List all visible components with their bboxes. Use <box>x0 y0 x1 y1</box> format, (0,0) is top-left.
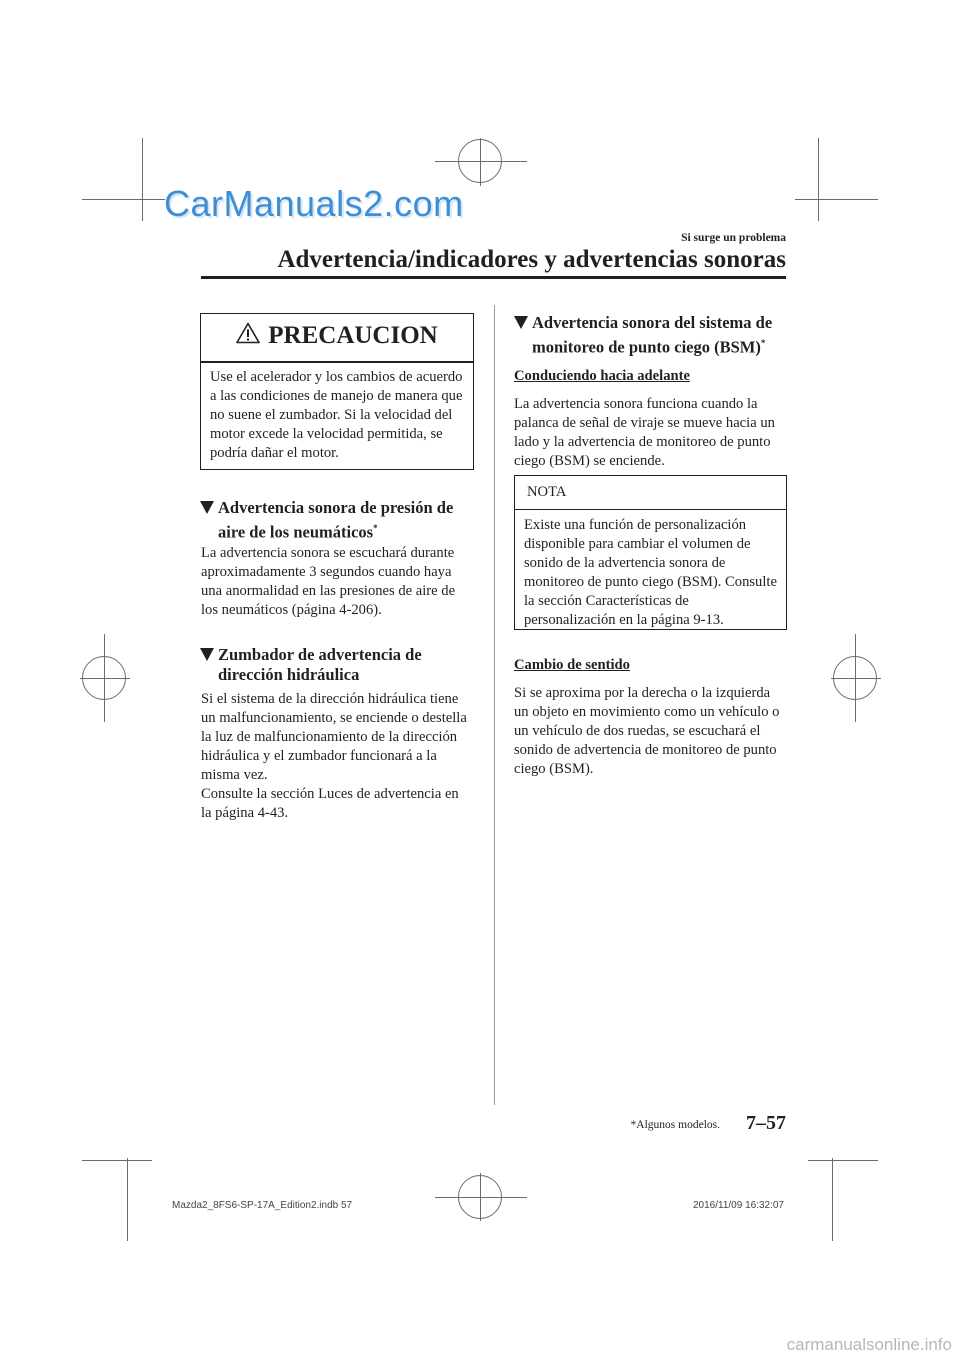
crop-mark <box>127 1158 128 1241</box>
crop-mark <box>808 1160 878 1161</box>
subheading-driving-forward: Conduciendo hacia adelante <box>514 368 690 384</box>
chapter-title: Advertencia/indicadores y advertencias sonoras <box>277 246 786 273</box>
crop-mark <box>818 138 819 221</box>
footnote-marker: * <box>373 523 378 533</box>
file-info: Mazda2_8FS6-SP-17A_Edition2.indb 57 <box>172 1200 353 1211</box>
caution-box <box>200 313 474 470</box>
power-steering-reference: Consulte la sección Luces de advertencia en la página 4-43. <box>201 786 459 821</box>
triangle-bullet-icon <box>200 648 214 661</box>
heading-line: Advertencia sonora del sistema de <box>532 313 773 332</box>
heading-line: Zumbador de advertencia de <box>218 645 422 664</box>
triangle-bullet-icon <box>200 501 214 514</box>
footnote: *Algunos modelos. <box>630 1119 720 1131</box>
file-date: 2016/11/09 16:32:07 <box>692 1200 784 1211</box>
section-heading-text <box>218 498 453 543</box>
registration-mark <box>458 139 502 183</box>
triangle-bullet-icon <box>514 316 528 329</box>
footer-watermark: carmanualsonline.info <box>786 1335 952 1354</box>
note-box <box>514 475 787 630</box>
caution-rule <box>201 361 473 363</box>
registration-mark <box>82 656 126 700</box>
crop-mark <box>82 199 165 200</box>
page-number: 7–57 <box>746 1112 786 1134</box>
column-divider <box>494 305 495 1105</box>
heading-line: dirección hidráulica <box>218 665 360 684</box>
crop-mark <box>795 199 878 200</box>
crop-mark <box>142 138 143 221</box>
footnote-marker: * <box>760 338 766 348</box>
site-watermark: CarManuals2.com <box>164 183 464 224</box>
crop-mark <box>832 1158 833 1241</box>
registration-mark <box>458 1175 502 1219</box>
heading-line: aire de los neumáticos <box>218 522 374 542</box>
header-rule <box>201 276 786 279</box>
section-label: Si surge un problema <box>681 232 786 244</box>
heading-line: monitoreo de punto ciego (BSM) <box>532 337 761 357</box>
heading-line: Advertencia sonora de presión de <box>218 498 454 517</box>
crop-mark <box>82 1160 152 1161</box>
warning-triangle-icon <box>236 322 260 351</box>
section-heading-power-steering <box>200 645 480 689</box>
registration-mark <box>833 656 877 700</box>
note-heading: NOTA <box>527 484 567 500</box>
caution-text: Use el acelerador y los cambios de acuerdo a las condiciones de manejo de manera que no suene el zumbador. Si la velocidad del motor excede la velocidad permitida, se podría dañar el motor. <box>210 369 463 461</box>
note-rule <box>515 509 786 510</box>
lane-change-body: Si se aproxima por la derecha o la izquierda un objeto en movimiento como un vehículo o un vehículo de dos ruedas, se escuchará el sonido de advertencia de monitoreo de punto ciego (BSM). <box>514 685 780 777</box>
driving-forward-body: La advertencia sonora funciona cuando la palanca de señal de viraje se mueve hacia un lado y la advertencia de monitoreo de punto ciego (BSM) se enciende. <box>514 396 775 469</box>
section-heading-tire-pressure <box>200 498 480 542</box>
tire-pressure-body: La advertencia sonora se escuchará durante aproximadamente 3 segundos cuando haya una anormalidad en las presiones de aire de los neumáticos (página 4-206). <box>201 545 456 618</box>
note-text: Existe una función de personalización disponible para cambiar el volumen de sonido de la advertencia sonora de monitoreo de punto ciego (BSM). Consulte la sección Características de personalización en la página 9-13. <box>524 517 777 628</box>
power-steering-body: Si el sistema de la dirección hidráulica tiene un malfuncionamiento, se enciende o destella la luz de malfuncionamiento de la dirección hidráulica y el zumbador funcionará a la misma vez. <box>201 691 467 783</box>
caution-heading-text: PRECAUCION <box>268 322 438 349</box>
section-heading-text <box>218 645 422 685</box>
subheading-lane-change: Cambio de sentido <box>514 657 630 673</box>
section-heading-text <box>532 313 772 358</box>
caution-heading <box>201 314 473 358</box>
section-heading-bsm <box>514 313 794 357</box>
